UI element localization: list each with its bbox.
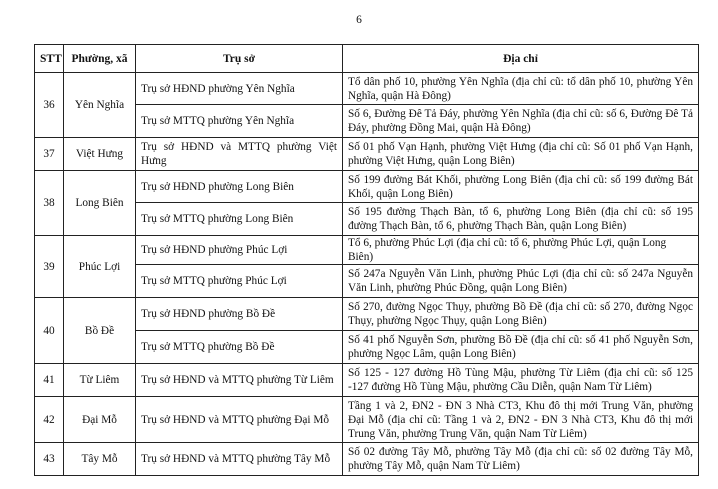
table-row xyxy=(35,138,699,171)
table-row xyxy=(35,236,699,265)
office-address-table xyxy=(34,44,699,476)
stt-cell: 37 xyxy=(35,138,64,171)
header-address: Địa chỉ xyxy=(343,45,699,73)
address-cell: Số 247a Nguyễn Văn Linh, phường Phúc Lợi (địa chỉ cũ: số 247a Nguyễn Văn Linh, phường Phúc Đồng, quận Long Biên) xyxy=(343,265,699,298)
stt-cell: 36 xyxy=(35,73,64,138)
office-cell: Trụ sở HĐND và MTTQ phường Việt Hưng xyxy=(136,138,343,171)
office-cell: Trụ sở HĐND và MTTQ phường Tây Mỗ xyxy=(136,443,343,476)
office-cell: Trụ sở HĐND và MTTQ phường Từ Liêm xyxy=(136,364,343,397)
header-office: Trụ sở xyxy=(136,45,343,73)
address-cell: Số 41 phố Nguyễn Sơn, phường Bồ Đề (địa chỉ cũ: số 41 phố Nguyễn Sơn, phường Ngọc Lâm, quận Long Biên) xyxy=(343,331,699,364)
address-cell: Số 199 đường Bát Khối, phường Long Biên (địa chỉ cũ: số 199 đường Bát Khối, quận Long Biên) xyxy=(343,171,699,203)
ward-cell: Đại Mỗ xyxy=(64,397,136,443)
address-cell: Số 270, đường Ngọc Thụy, phường Bồ Đề (địa chỉ cũ: số 270, đường Ngọc Thụy, phường Ngọc Thụy, quận Long Biên) xyxy=(343,298,699,331)
address-cell: Số 02 đường Tây Mỗ, phường Tây Mỗ (địa chỉ cũ: số 02 đường Tây Mỗ, phường Tây Mỗ, quận Nam Từ Liêm) xyxy=(343,443,699,476)
table-row xyxy=(35,73,699,105)
header-ward: Phường, xã xyxy=(64,45,136,73)
stt-cell: 42 xyxy=(35,397,64,443)
ward-cell: Từ Liêm xyxy=(64,364,136,397)
office-cell: Trụ sở HĐND phường Yên Nghĩa xyxy=(136,73,343,105)
table-row xyxy=(35,364,699,397)
stt-cell: 43 xyxy=(35,443,64,476)
ward-cell: Bồ Đề xyxy=(64,298,136,364)
stt-cell: 41 xyxy=(35,364,64,397)
ward-cell: Tây Mỗ xyxy=(64,443,136,476)
stt-cell: 38 xyxy=(35,171,64,236)
ward-cell: Yên Nghĩa xyxy=(64,73,136,138)
table-row xyxy=(35,171,699,203)
office-cell: Trụ sở HĐND phường Long Biên xyxy=(136,171,343,203)
address-cell: Số 125 - 127 đường Hồ Tùng Mậu, phường Từ Liêm (địa chỉ cũ: số 125 -127 đường Hồ Tùng Mậu, phường Cầu Diễn, quận Nam Từ Liêm) xyxy=(343,364,699,397)
office-cell: Trụ sở MTTQ phường Yên Nghĩa xyxy=(136,105,343,138)
address-cell: Tầng 1 và 2, ĐN2 - ĐN 3 Nhà CT3, Khu đô thị mới Trung Văn, phường Đại Mỗ (địa chỉ cũ: Tầng 1 và 2, ĐN2 - ĐN 3 Nhà CT3, Khu đô thị mới Trung Văn, phường Trung Văn, quận Nam Từ Liêm) xyxy=(343,397,699,443)
address-cell: Tổ 6, phường Phúc Lợi (địa chỉ cũ: tổ 6, phường Phúc Lợi, quận Long Biên) xyxy=(343,236,699,265)
header-stt: STT xyxy=(35,45,64,73)
office-cell: Trụ sở HĐND và MTTQ phường Đại Mỗ xyxy=(136,397,343,443)
office-cell: Trụ sở MTTQ phường Bồ Đề xyxy=(136,331,343,364)
address-cell: Số 01 phố Vạn Hạnh, phường Việt Hưng (địa chỉ cũ: Số 01 phố Vạn Hạnh, phường Việt Hưng, quận Long Biên) xyxy=(343,138,699,171)
office-cell: Trụ sở MTTQ phường Long Biên xyxy=(136,203,343,236)
address-cell: Tổ dân phố 10, phường Yên Nghĩa (địa chỉ cũ: tổ dân phố 10, phường Yên Nghĩa, quận Hà Đông) xyxy=(343,73,699,105)
table-row xyxy=(35,397,699,443)
office-cell: Trụ sở MTTQ phường Phúc Lợi xyxy=(136,265,343,298)
address-cell: Số 195 đường Thạch Bàn, tổ 6, phường Long Biên (địa chỉ cũ: số 195 đường Thạch Bàn, tổ 6, phường Thạch Bàn, quận Long Biên) xyxy=(343,203,699,236)
table-header-row xyxy=(35,45,699,73)
table-row xyxy=(35,443,699,476)
ward-cell: Việt Hưng xyxy=(64,138,136,171)
page-number: 6 xyxy=(356,14,362,26)
address-cell: Số 6, Đường Đê Tả Đáy, phường Yên Nghĩa (địa chỉ cũ: số 6, Đường Đê Tả Đáy, phường Đồng Mai, quận Hà Đông) xyxy=(343,105,699,138)
stt-cell: 40 xyxy=(35,298,64,364)
ward-cell: Long Biên xyxy=(64,171,136,236)
office-cell: Trụ sở HĐND phường Bồ Đề xyxy=(136,298,343,331)
stt-cell: 39 xyxy=(35,236,64,298)
table-row xyxy=(35,298,699,331)
ward-cell: Phúc Lợi xyxy=(64,236,136,298)
office-cell: Trụ sở HĐND phường Phúc Lợi xyxy=(136,236,343,265)
